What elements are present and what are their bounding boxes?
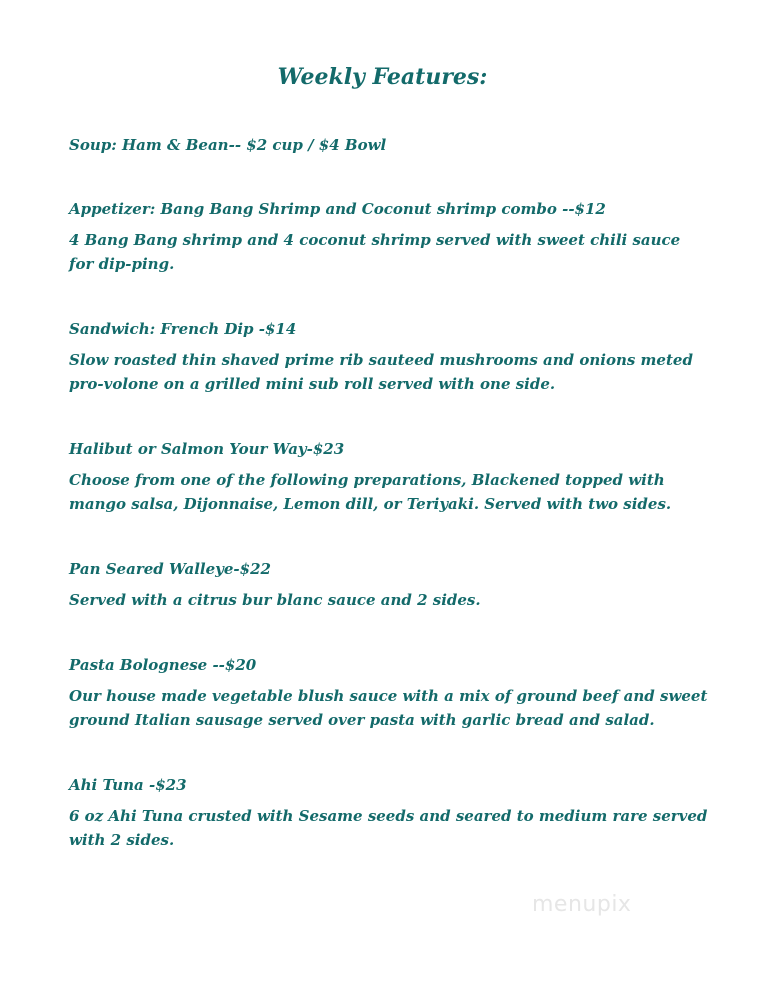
menu-item-description: Slow roasted thin shaved prime rib sauteed mushrooms and onions meted pro-volone on a grilled mini sub roll served with one side. — [69, 351, 693, 393]
menu-item-heading: Sandwich: French Dip -$14 — [69, 320, 297, 338]
menu-item-ahi-tuna — [69, 773, 709, 852]
menu-item-heading: Soup: Ham & Bean-- $2 cup / $4 Bowl — [69, 136, 387, 154]
menu-item-description: 6 oz Ahi Tuna crusted with Sesame seeds and seared to medium rare served with 2 sides. — [69, 807, 708, 849]
watermark-logo: menupix — [532, 892, 632, 917]
page-title: Weekly Features: — [277, 64, 488, 90]
menu-item-description: 4 Bang Bang shrimp and 4 coconut shrimp served with sweet chili sauce for dip-ping. — [69, 231, 681, 273]
menu-item-walleye — [69, 557, 709, 612]
menu-item-sandwich — [69, 317, 709, 396]
menu-item-heading: Appetizer: Bang Bang Shrimp and Coconut shrimp combo --$12 — [69, 200, 606, 218]
menu-item-appetizer — [69, 197, 709, 276]
menu-item-soup — [69, 133, 709, 157]
menu-item-description: Served with a citrus bur blanc sauce and 2 sides. — [69, 591, 481, 609]
menu-item-pasta — [69, 653, 709, 732]
menu-item-heading: Pan Seared Walleye-$22 — [69, 560, 271, 578]
menu-item-description: Choose from one of the following preparations, Blackened topped with mango salsa, Dijonnaise, Lemon dill, or Teriyaki. Served with two sides. — [69, 471, 672, 513]
menu-item-heading: Halibut or Salmon Your Way-$23 — [69, 440, 345, 458]
menu-item-heading: Pasta Bolognese --$20 — [69, 656, 257, 674]
menu-item-halibut-salmon — [69, 437, 709, 516]
menu-item-heading: Ahi Tuna -$23 — [69, 776, 187, 794]
menu-item-description: Our house made vegetable blush sauce with a mix of ground beef and sweet ground Italian sausage served over pasta with garlic bread and salad. — [69, 687, 708, 729]
